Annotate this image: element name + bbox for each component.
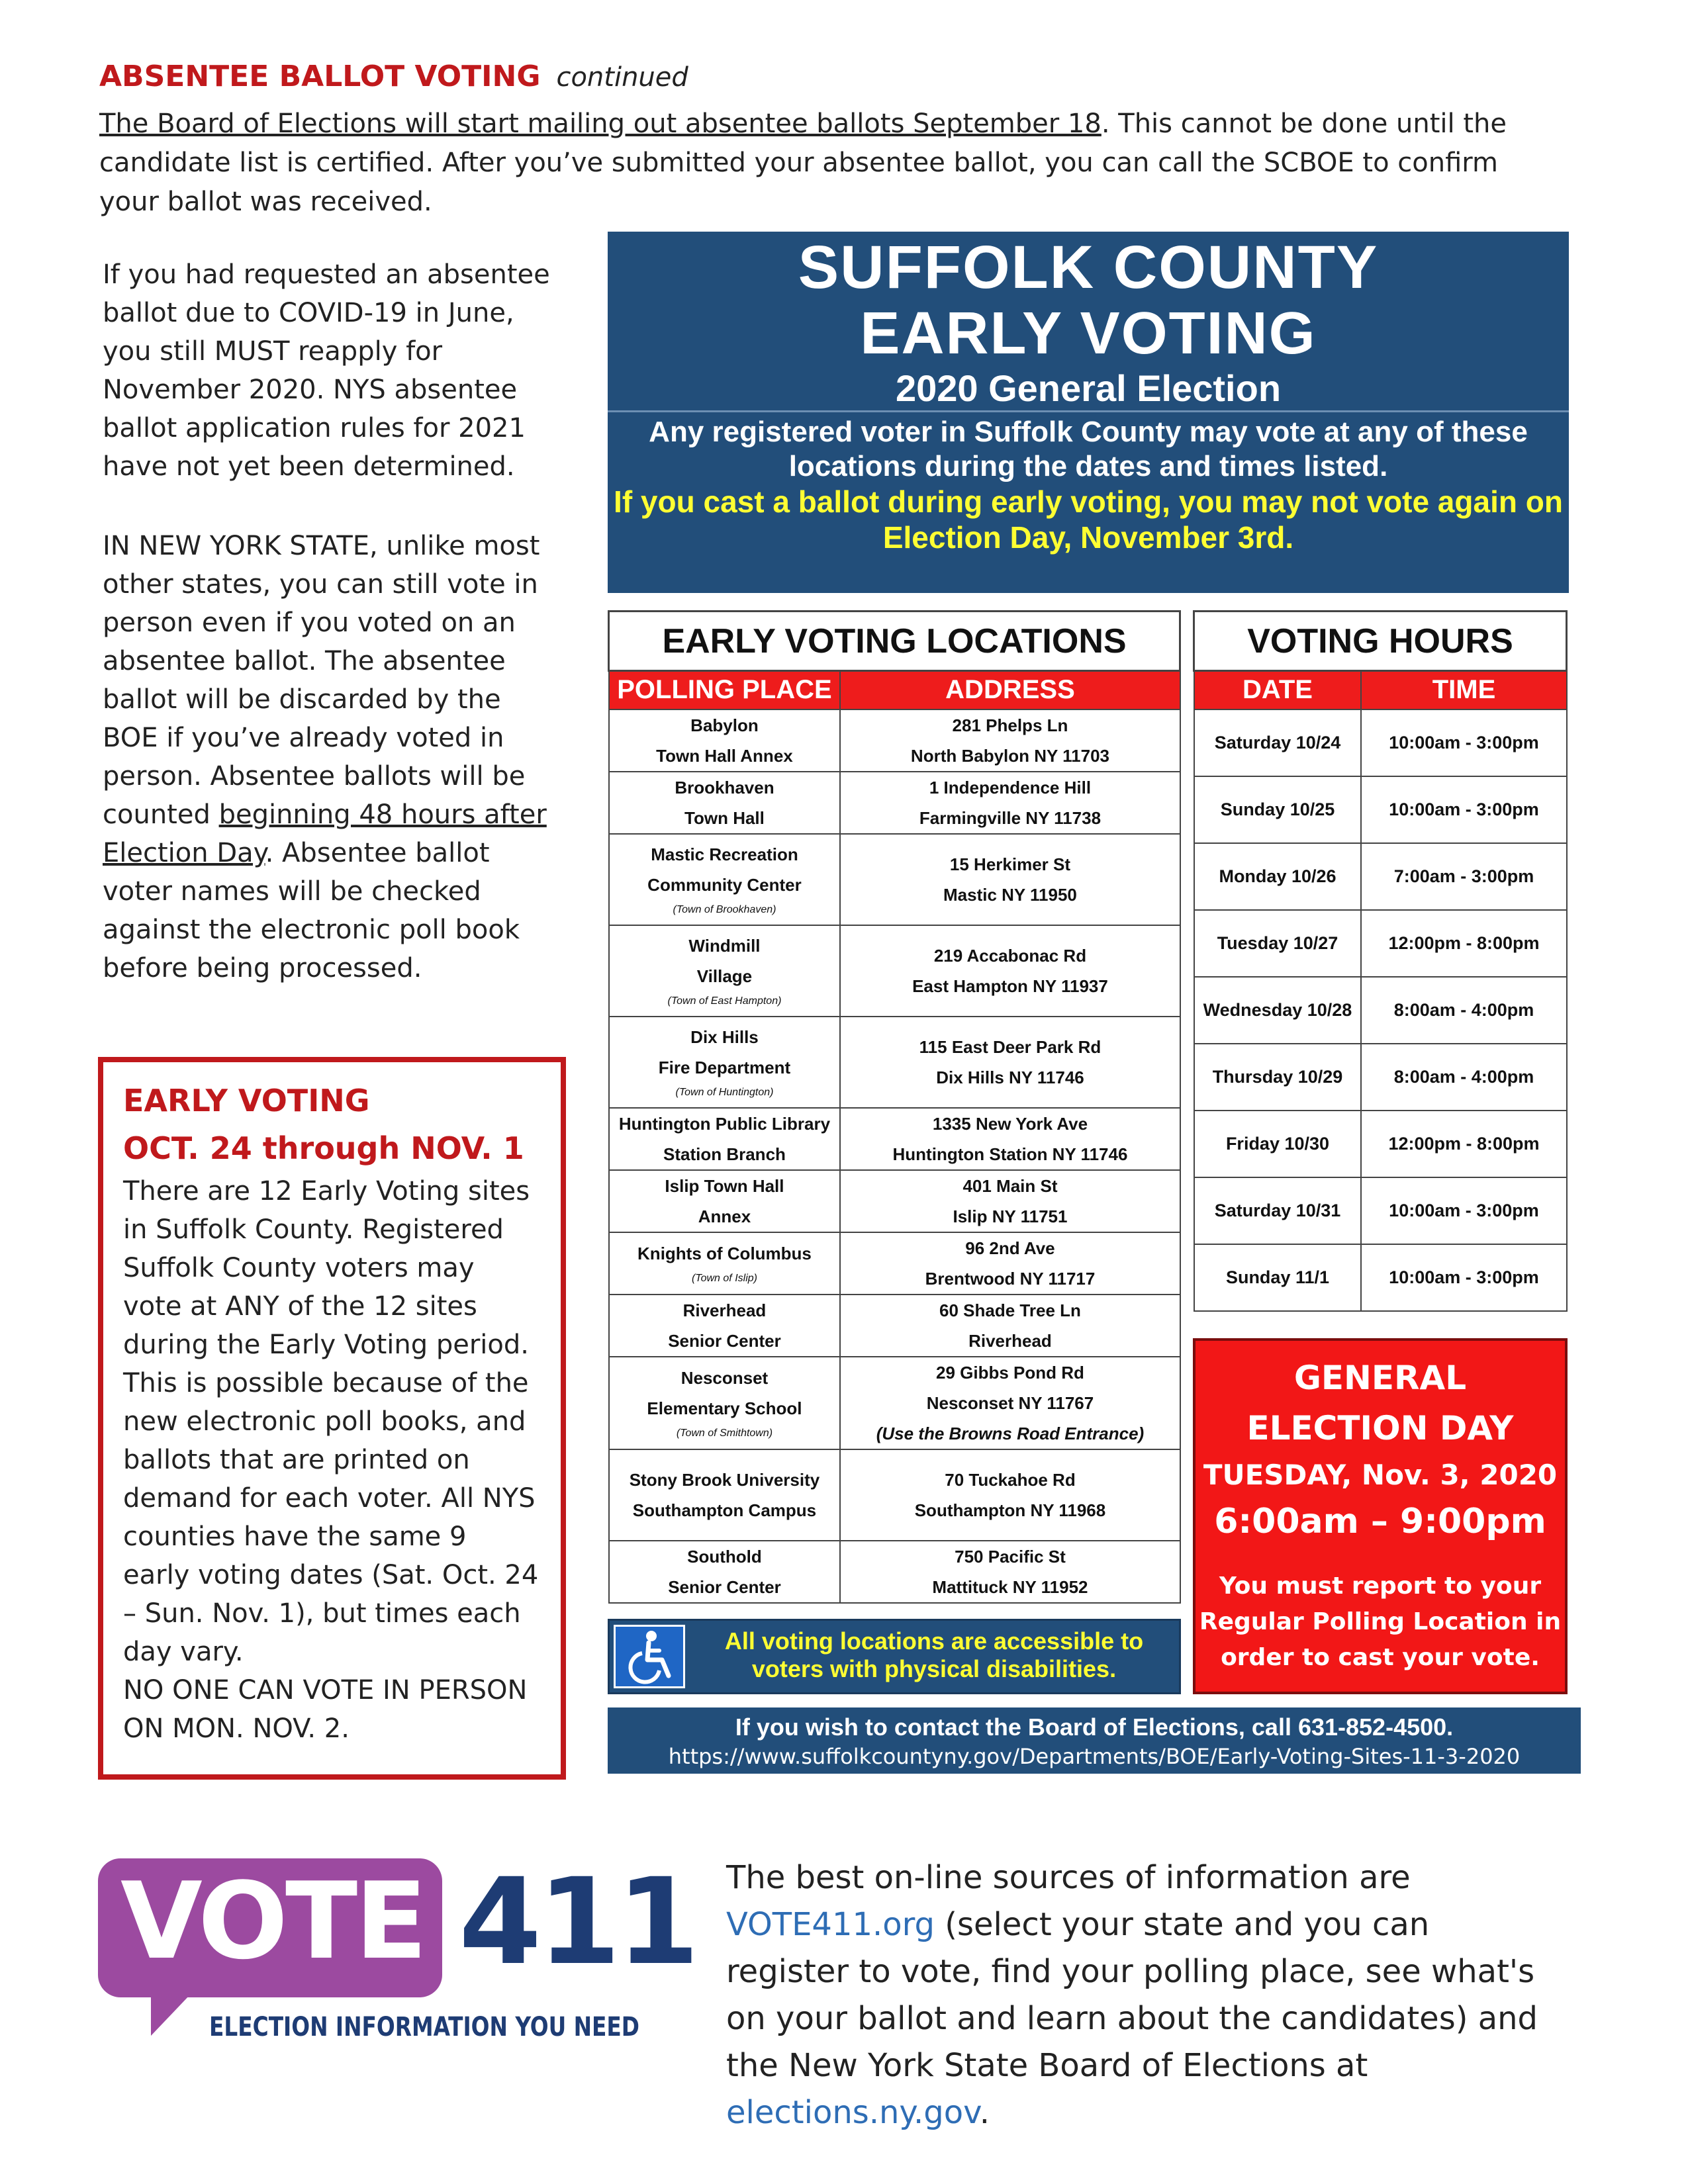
hours-time-cell: 12:00pm - 8:00pm: [1361, 1111, 1566, 1177]
address-line: 29 Gibbs Pond Rd: [936, 1362, 1084, 1383]
address-cell: [840, 1357, 1180, 1449]
column-header-address: ADDRESS: [840, 671, 1180, 709]
vote411-link[interactable]: VOTE411.org: [726, 1906, 935, 1943]
polling-place-name-line: Senior Center: [668, 1330, 781, 1351]
address-line: 750 Pacific St: [955, 1546, 1066, 1567]
wheelchair-accessible-icon: [614, 1625, 685, 1688]
hours-row: [1194, 709, 1567, 776]
polling-place-name-line: Windmill: [688, 935, 761, 956]
location-row: [609, 1017, 1180, 1108]
polling-place-town-note: (Town of Brookhaven): [673, 903, 776, 915]
logo-411-text: 411: [459, 1853, 696, 1991]
polling-place-town-note: (Town of Islip): [691, 1272, 757, 1284]
address-cell: [840, 1108, 1180, 1170]
polling-place-name-line: Station Branch: [663, 1144, 786, 1164]
polling-place-cell: [609, 1232, 841, 1295]
banner-line-warning: If you cast a ballot during early voting, you may not vote again on Election Day, November 3rd.: [614, 484, 1563, 555]
banner-line-early: EARLY VOTING: [860, 300, 1317, 367]
hours-date-cell: Saturday 10/31: [1194, 1177, 1362, 1244]
polling-place-cell: [609, 1017, 841, 1108]
early-box-title: EARLY VOTING: [123, 1083, 370, 1118]
hours-caption: VOTING HOURS: [1194, 612, 1567, 671]
accessibility-notice: [608, 1619, 1181, 1694]
polling-place-town-note: (Town of Huntington): [675, 1086, 774, 1098]
hours-time-cell: 8:00am - 4:00pm: [1361, 1044, 1566, 1111]
polling-place-cell: [609, 1357, 841, 1449]
contact-url-link[interactable]: https://www.suffolkcountyny.gov/Departments/BOE/Early-Voting-Sites-11-3-2020: [668, 1744, 1521, 1769]
polling-place-name-line: Brookhaven: [675, 777, 774, 797]
hours-row: [1194, 843, 1567, 910]
hours-date-cell: Sunday 10/25: [1194, 776, 1362, 843]
hours-time-cell: 10:00am - 3:00pm: [1361, 709, 1566, 776]
polling-place-name-line: Southold: [687, 1546, 762, 1567]
address-line: 70 Tuckahoe Rd: [945, 1469, 1076, 1490]
column-header-date: DATE: [1194, 671, 1362, 709]
polling-place-name-line: Village: [696, 966, 753, 986]
early-voting-locations-table: [608, 610, 1181, 1604]
address-cell: [840, 925, 1180, 1017]
banner-line-county: SUFFOLK COUNTY: [798, 234, 1379, 301]
contact-banner: [608, 1707, 1581, 1774]
location-row: [609, 1449, 1180, 1541]
address-line: 60 Shade Tree Ln: [939, 1300, 1081, 1320]
hours-row: [1194, 910, 1567, 977]
vote411-logo: [98, 1853, 696, 2044]
intro-paragraph: [99, 105, 1556, 222]
polling-place-name-line: Elementary School: [647, 1398, 802, 1418]
section-title: ABSENTEE BALLOT VOTING: [99, 60, 541, 93]
address-note: (Use the Browns Road Entrance): [876, 1423, 1145, 1443]
hours-row: [1194, 776, 1567, 843]
polling-place-name-line: Community Center: [647, 874, 802, 895]
continued-label: continued: [556, 62, 688, 93]
location-row: [609, 1541, 1180, 1603]
polling-place-name-line: Southampton Campus: [632, 1500, 817, 1520]
address-cell: [840, 772, 1180, 834]
hours-time-cell: 10:00am - 3:00pm: [1361, 1244, 1566, 1311]
hours-row: [1194, 1244, 1567, 1311]
hours-time-cell: 10:00am - 3:00pm: [1361, 1177, 1566, 1244]
location-row: [609, 1357, 1180, 1449]
voting-hours-table: [1193, 610, 1568, 1312]
address-line: East Hampton NY 11937: [912, 976, 1108, 996]
address-cell: [840, 1541, 1180, 1603]
polling-place-cell: [609, 772, 841, 834]
intro-underlined: The Board of Elections will start mailing out absentee ballots September 18: [99, 109, 1102, 139]
hours-date-cell: Thursday 10/29: [1194, 1044, 1362, 1111]
intro-rest: . This cannot be done until the candidate list is certified. After you’ve submitted your absentee ballot, you can call the SCBOE to confirm your ballot was received.: [99, 109, 1507, 217]
address-cell: [840, 709, 1180, 772]
address-line: Southampton NY 11968: [914, 1500, 1106, 1520]
location-row: [609, 1232, 1180, 1295]
sources-text-1: The best on-line sources of information are: [726, 1859, 1411, 1896]
section-heading: [99, 60, 1622, 93]
address-line: 96 2nd Ave: [965, 1238, 1055, 1258]
address-line: 1335 New York Ave: [932, 1113, 1088, 1134]
polling-place-name-line: Nesconset: [680, 1367, 769, 1388]
general-line-1: GENERAL: [1293, 1359, 1467, 1397]
covid-absentee-paragraph: If you had requested an absentee ballot due to COVID-19 in June, you still MUST reapply for November 2020. NYS absentee ballot application rules for 2021 have not yet been determined.: [103, 259, 550, 482]
general-hours: 6:00am – 9:00pm: [1214, 1502, 1546, 1541]
hours-date-cell: Friday 10/30: [1194, 1111, 1362, 1177]
online-sources-paragraph: [726, 1854, 1560, 2136]
general-election-box: [1193, 1338, 1568, 1694]
early-box-footer: NO ONE CAN VOTE IN PERSON ON MON. NOV. 2.: [123, 1675, 528, 1744]
address-line: Mattituck NY 11952: [932, 1576, 1088, 1597]
column-header-time: TIME: [1361, 671, 1566, 709]
hours-row: [1194, 1177, 1567, 1244]
elections-ny-link[interactable]: elections.ny.gov: [726, 2094, 980, 2131]
contact-phone-line: If you wish to contact the Board of Elections, call 631-852-4500.: [735, 1713, 1454, 1741]
address-line: Huntington Station NY 11746: [892, 1144, 1128, 1164]
location-row: [609, 1170, 1180, 1232]
sources-text-2: (select your state and you can register to vote, find your polling place, see what's on your ballot and learn about the candidates) and the New York State Board of Elections at: [726, 1906, 1538, 2084]
hours-time-cell: 8:00am - 4:00pm: [1361, 977, 1566, 1044]
early-voting-box: [98, 1057, 566, 1780]
location-row: [609, 772, 1180, 834]
accessibility-text: All voting locations are accessible to voters with physical disabilities.: [724, 1627, 1144, 1682]
address-line: Riverhead: [968, 1330, 1052, 1351]
location-row: [609, 925, 1180, 1017]
para2-part2: . Absentee ballot voter names will be checked against the electronic poll book before being processed.: [103, 838, 520, 983]
location-row: [609, 709, 1180, 772]
location-row: [609, 1295, 1180, 1357]
hours-date-cell: Tuesday 10/27: [1194, 910, 1362, 977]
address-cell: [840, 834, 1180, 925]
address-line: 1 Independence Hill: [929, 777, 1092, 797]
polling-place-town-note: (Town of East Hampton): [667, 995, 782, 1007]
polling-place-name-line: Islip Town Hall: [665, 1175, 784, 1196]
address-line: 401 Main St: [962, 1175, 1058, 1196]
general-date: TUESDAY, Nov. 3, 2020: [1203, 1459, 1558, 1491]
address-line: Mastic NY 11950: [943, 884, 1077, 905]
address-line: Dix Hills NY 11746: [936, 1067, 1084, 1087]
early-box-dates: OCT. 24 through NOV. 1: [123, 1130, 524, 1166]
polling-place-cell: [609, 1108, 841, 1170]
address-line: Islip NY 11751: [953, 1206, 1068, 1226]
address-cell: [840, 1170, 1180, 1232]
location-row: [609, 1108, 1180, 1170]
polling-place-name-line: Town Hall: [684, 807, 765, 828]
hours-date-cell: Sunday 11/1: [1194, 1244, 1362, 1311]
hours-date-cell: Saturday 10/24: [1194, 709, 1362, 776]
banner-line-election: 2020 General Election: [895, 367, 1282, 409]
sources-text-3: .: [979, 2094, 990, 2131]
location-row: [609, 834, 1180, 925]
polling-place-cell: [609, 1295, 841, 1357]
polling-place-name-line: Babylon: [690, 715, 759, 735]
polling-place-cell: [609, 1541, 841, 1603]
address-line: 219 Accabonac Rd: [933, 945, 1087, 966]
polling-place-cell: [609, 925, 841, 1017]
polling-place-name-line: Annex: [698, 1206, 751, 1226]
polling-place-name-line: Dix Hills: [690, 1026, 759, 1047]
hours-time-cell: 12:00pm - 8:00pm: [1361, 910, 1566, 977]
address-line: Nesconset NY 11767: [926, 1392, 1094, 1413]
polling-place-name-line: Fire Department: [658, 1057, 791, 1077]
polling-place-name-line: Town Hall Annex: [656, 745, 793, 766]
address-line: Brentwood NY 11717: [925, 1268, 1096, 1289]
address-line: 115 East Deer Park Rd: [919, 1036, 1102, 1057]
address-cell: [840, 1295, 1180, 1357]
general-note: You must report to your Regular Polling Location in order to cast your vote.: [1199, 1572, 1562, 1671]
address-line: Farmingville NY 11738: [919, 807, 1102, 828]
hours-row: [1194, 1044, 1567, 1111]
polling-place-name-line: Huntington Public Library: [618, 1113, 831, 1134]
logo-vote-text: VOTE: [120, 1859, 425, 1983]
para2-underlined: beginning 48 hours after Election Day: [103, 799, 547, 868]
polling-place-name-line: Riverhead: [682, 1300, 767, 1320]
column-header-polling-place: POLLING PLACE: [609, 671, 841, 709]
suffolk-early-voting-banner: [608, 232, 1569, 593]
polling-place-cell: [609, 709, 841, 772]
address-cell: [840, 1449, 1180, 1541]
address-line: 15 Herkimer St: [949, 854, 1071, 874]
address-cell: [840, 1232, 1180, 1295]
polling-place-name-line: Mastic Recreation: [651, 844, 798, 864]
hours-date-cell: Monday 10/26: [1194, 843, 1362, 910]
para2-part1: IN NEW YORK STATE, unlike most other states, you can still vote in person even if you voted on an absentee ballot. The absentee ballot will be discarded by the BOE if you’ve already voted in person. Absentee ballots will be counted: [103, 531, 540, 830]
polling-place-town-note: (Town of Smithtown): [676, 1427, 773, 1439]
hours-time-cell: 10:00am - 3:00pm: [1361, 776, 1566, 843]
polling-place-cell: [609, 1170, 841, 1232]
hours-row: [1194, 1111, 1567, 1177]
polling-place-name-line: Knights of Columbus: [637, 1243, 812, 1263]
in-person-paragraph: [103, 527, 553, 987]
banner-line-any-voter: Any registered voter in Suffolk County may vote at any of these locations during the dates and times listed.: [608, 410, 1569, 484]
address-line: North Babylon NY 11703: [910, 745, 1109, 766]
logo-tagline: ELECTION INFORMATION YOU NEED: [209, 2012, 639, 2042]
address-cell: [840, 1017, 1180, 1108]
hours-date-cell: Wednesday 10/28: [1194, 977, 1362, 1044]
hours-row: [1194, 977, 1567, 1044]
polling-place-cell: [609, 1449, 841, 1541]
locations-caption: EARLY VOTING LOCATIONS: [609, 612, 1180, 671]
hours-time-cell: 7:00am - 3:00pm: [1361, 843, 1566, 910]
early-box-body: There are 12 Early Voting sites in Suffolk County. Registered Suffolk County voters may vote at ANY of the 12 sites during the Early Voting period. This is possible because of the new electronic poll books, and ballots that are printed on demand for each voter. All NYS counties have the same 9 early voting dates (Sat. Oct. 24 – Sun. Nov. 1), but times each day vary.: [123, 1176, 539, 1667]
general-line-2: ELECTION DAY: [1246, 1409, 1514, 1447]
polling-place-name-line: Senior Center: [668, 1576, 781, 1597]
polling-place-name-line: Stony Brook University: [629, 1469, 820, 1490]
address-line: 281 Phelps Ln: [952, 715, 1068, 735]
polling-place-cell: [609, 834, 841, 925]
